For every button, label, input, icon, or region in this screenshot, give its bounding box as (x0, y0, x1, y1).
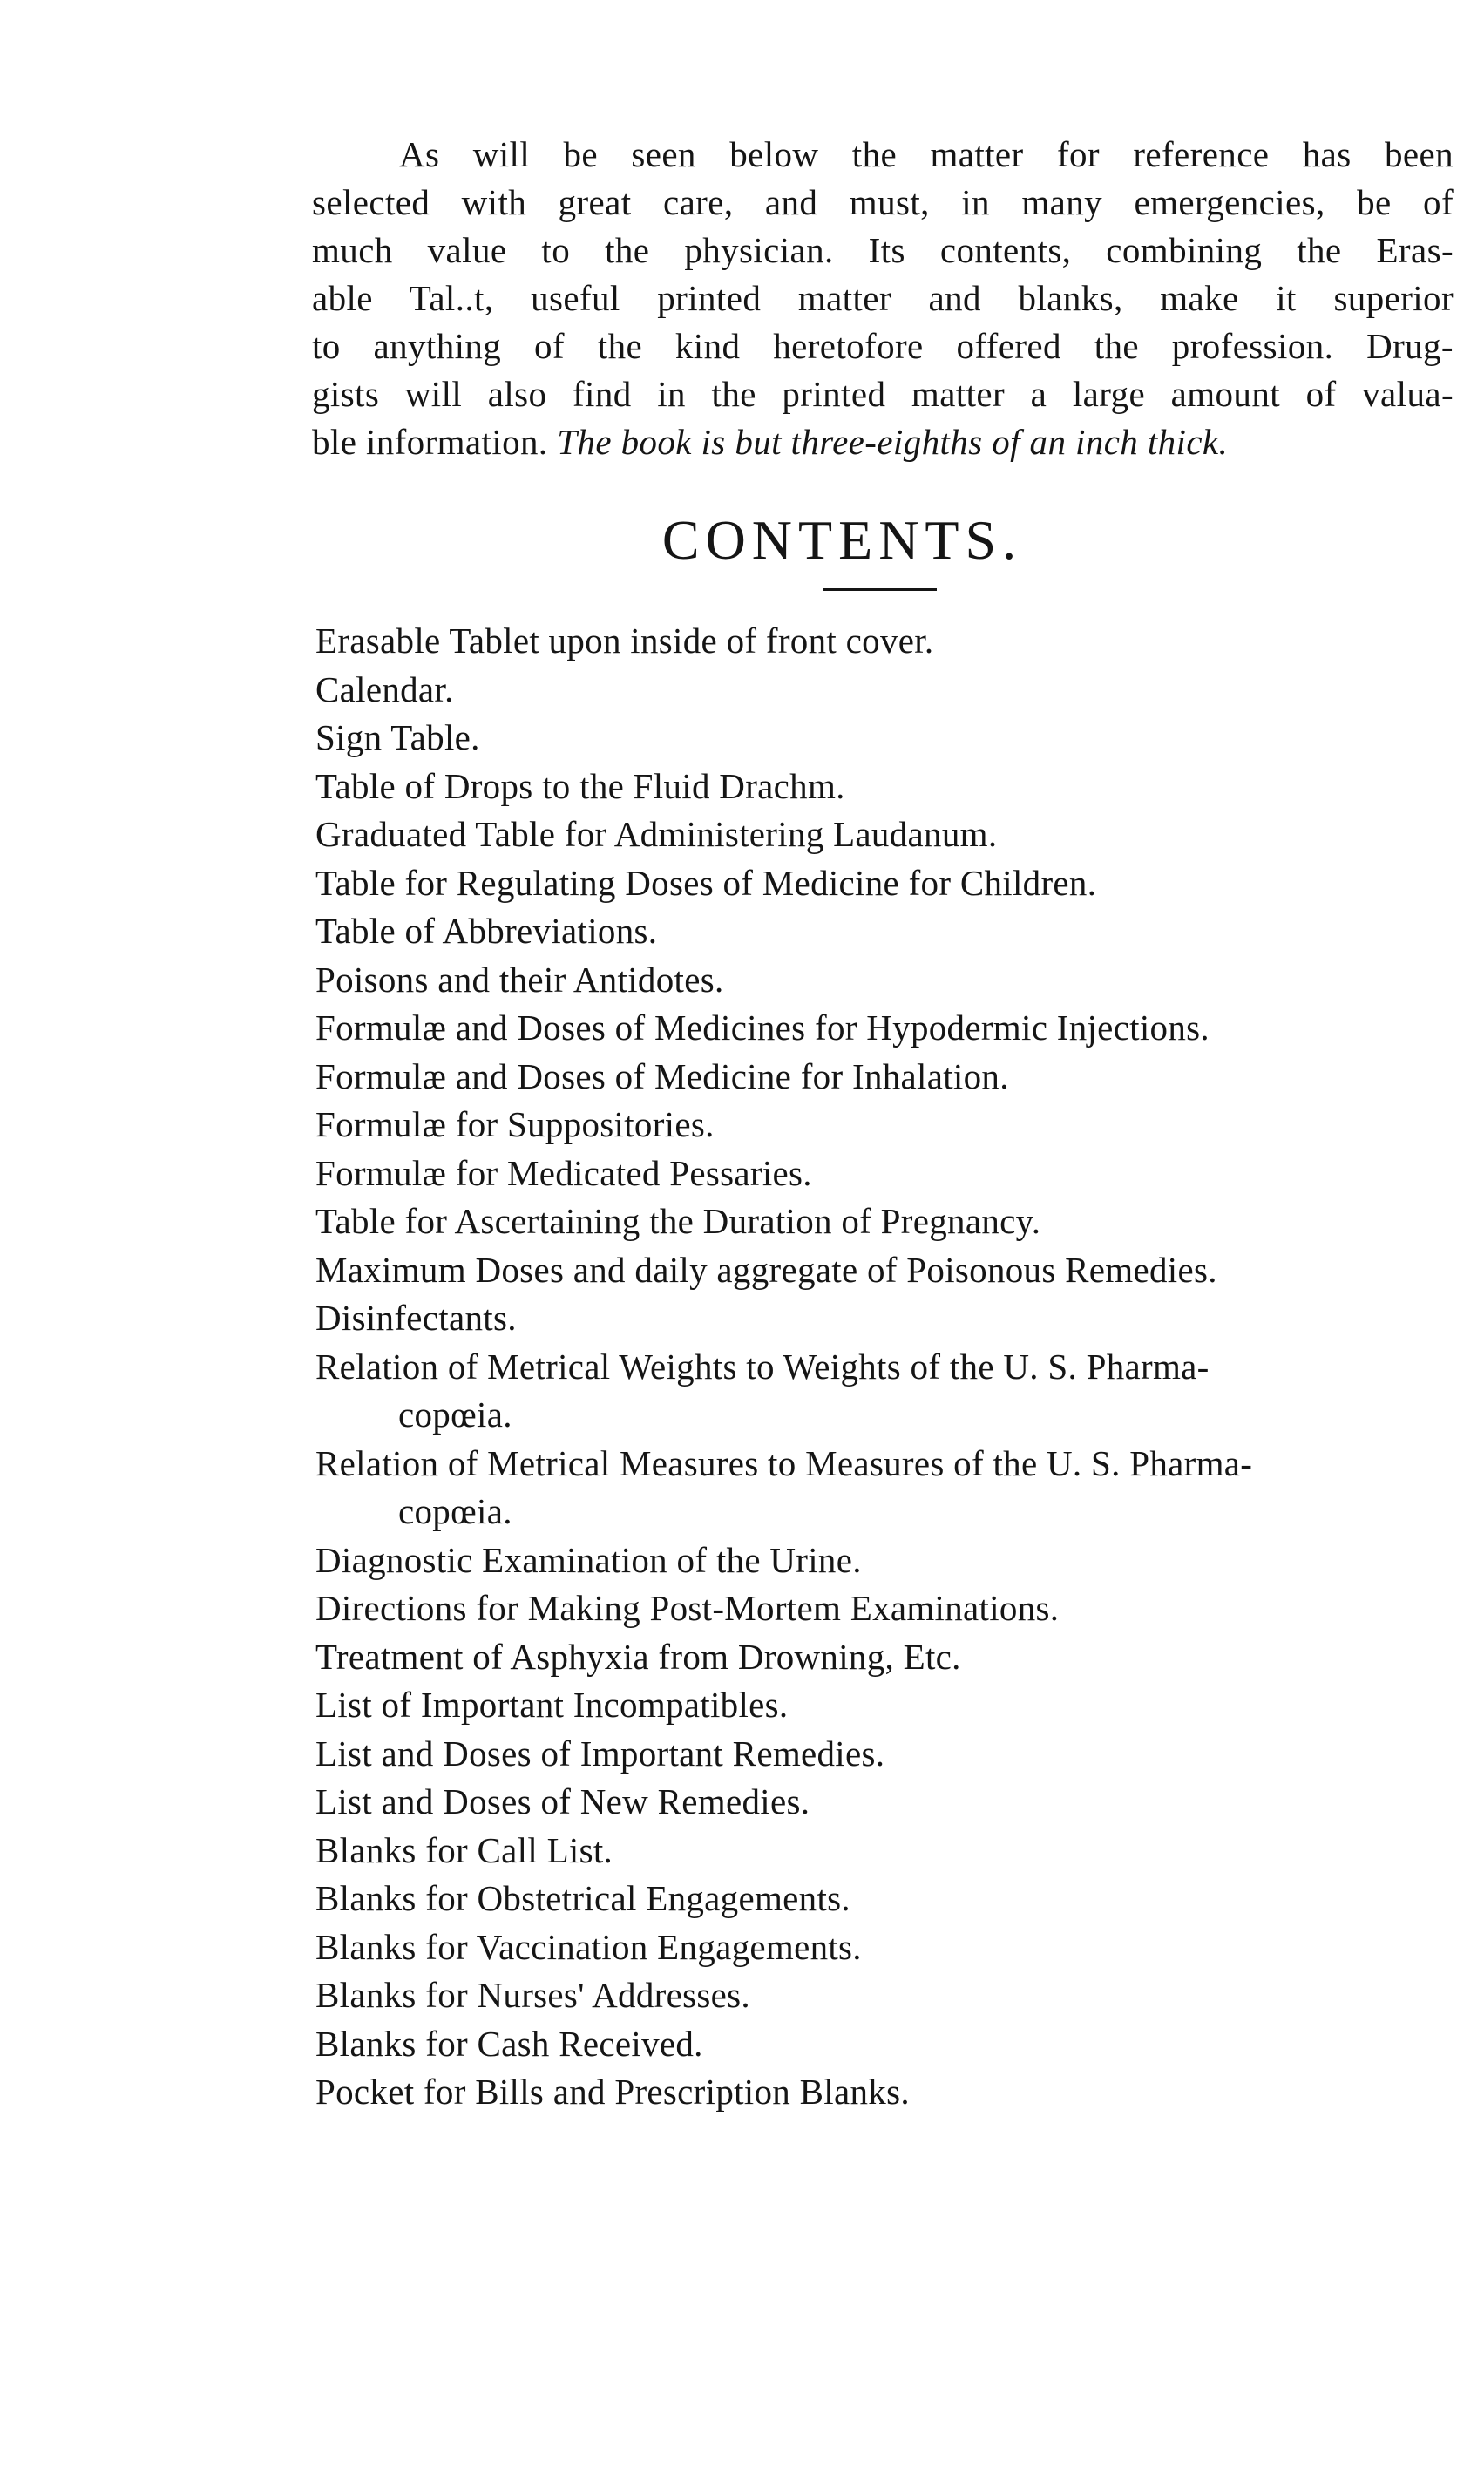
contents-heading: CONTENTS. (661, 509, 1023, 571)
contents-item (315, 1971, 1466, 2020)
contents-item-text: Blanks for Call List. (315, 1829, 613, 1870)
intro-last-line-italic: The book is but three-eighths of an inch thick. (557, 422, 1229, 462)
contents-item (315, 1536, 1466, 1585)
contents-item-text: Diagnostic Examination of the Urine. (315, 1539, 862, 1580)
contents-item (315, 859, 1466, 908)
intro-line: able Tal..t, useful printed matter and blanks, make it superior (312, 278, 1454, 318)
contents-item (315, 1730, 1466, 1779)
intro-line: to anything of the kind heretofore offered the profession. Drug- (312, 326, 1454, 366)
contents-item (315, 1440, 1466, 1536)
heading-rule (823, 588, 937, 591)
contents-item-text: Maximum Doses and daily aggregate of Poisonous Remedies. (315, 1249, 1217, 1290)
contents-item-text: Blanks for Obstetrical Engagements. (315, 1878, 850, 1918)
contents-item (315, 1004, 1466, 1053)
contents-item-text: Blanks for Vaccination Engagements. (315, 1926, 862, 1967)
contents-item-text: Blanks for Cash Received. (315, 2023, 703, 2064)
contents-item (315, 811, 1466, 859)
contents-item-continuation: copœia. (398, 1491, 512, 1531)
contents-item-text: Table for Ascertaining the Duration of Pregnancy. (315, 1201, 1041, 1241)
intro-line: As will be seen below the matter for reference has been (399, 134, 1454, 174)
intro-line: much value to the physician. Its contents, combining the Eras- (312, 230, 1454, 270)
contents-item (315, 1923, 1466, 1972)
contents-item (315, 1053, 1466, 1102)
contents-item-text: Formulæ for Medicated Pessaries. (315, 1152, 812, 1193)
contents-item-text: Formulæ and Doses of Medicine for Inhalation. (315, 1055, 1009, 1096)
contents-item (315, 907, 1466, 956)
contents-item-text: Table for Regulating Doses of Medicine for Children. (315, 862, 1097, 903)
contents-item (315, 2068, 1466, 2117)
contents-item (315, 1827, 1466, 1875)
intro-line: gists will also find in the printed matter a large amount of valua- (312, 374, 1454, 414)
contents-item-text: Relation of Metrical Measures to Measures of the U. S. Pharma- (315, 1442, 1253, 1483)
contents-item (315, 1633, 1466, 1682)
contents-item (315, 1875, 1466, 1923)
contents-item-text: Poisons and their Antidotes. (315, 959, 724, 1000)
contents-item-text: Formulæ for Suppositories. (315, 1104, 715, 1144)
contents-item-text: Graduated Table for Administering Laudanum. (315, 814, 998, 854)
contents-item-text: List of Important Incompatibles. (315, 1685, 789, 1725)
contents-item-text: Pocket for Bills and Prescription Blanks. (315, 2072, 910, 2112)
contents-item-text: List and Doses of New Remedies. (315, 1781, 810, 1821)
contents-list (315, 617, 1466, 2117)
contents-item (315, 666, 1466, 715)
contents-item (315, 1150, 1466, 1198)
contents-item-text: Table of Abbreviations. (315, 911, 658, 951)
contents-item-text: Relation of Metrical Weights to Weights of the U. S. Pharma- (315, 1346, 1210, 1387)
intro-last-line-plain: ble information. (312, 422, 558, 462)
contents-item (315, 1584, 1466, 1633)
contents-item (315, 617, 1466, 666)
contents-item-text: Formulæ and Doses of Medicines for Hypodermic Injections. (315, 1007, 1210, 1048)
contents-item (315, 1246, 1466, 1295)
contents-item (315, 956, 1466, 1005)
contents-item (315, 1681, 1466, 1730)
contents-item (315, 2020, 1466, 2069)
contents-item-text: Calendar. (315, 668, 454, 709)
contents-item-text: Directions for Making Post-Mortem Examinations. (315, 1588, 1060, 1628)
contents-item-text: Sign Table. (315, 717, 480, 757)
contents-item-text: List and Doses of Important Remedies. (315, 1733, 885, 1774)
contents-item-text: Erasable Tablet upon inside of front cover. (315, 621, 934, 661)
contents-item (315, 763, 1466, 811)
contents-item-continuation: copœia. (398, 1394, 512, 1435)
contents-item-text: Treatment of Asphyxia from Drowning, Etc. (315, 1636, 961, 1677)
contents-item (315, 1101, 1466, 1150)
contents-item (315, 714, 1466, 763)
intro-paragraph (312, 131, 1454, 466)
contents-item-text: Table of Drops to the Fluid Drachm. (315, 765, 845, 806)
contents-item-text: Disinfectants. (315, 1298, 517, 1338)
intro-line: selected with great care, and must, in many emergencies, be of (312, 182, 1454, 222)
contents-item (315, 1197, 1466, 1246)
contents-item (315, 1343, 1466, 1440)
contents-item (315, 1294, 1466, 1343)
intro-last-line (312, 418, 1454, 466)
contents-item (315, 1778, 1466, 1827)
contents-item-text: Blanks for Nurses' Addresses. (315, 1975, 750, 2015)
